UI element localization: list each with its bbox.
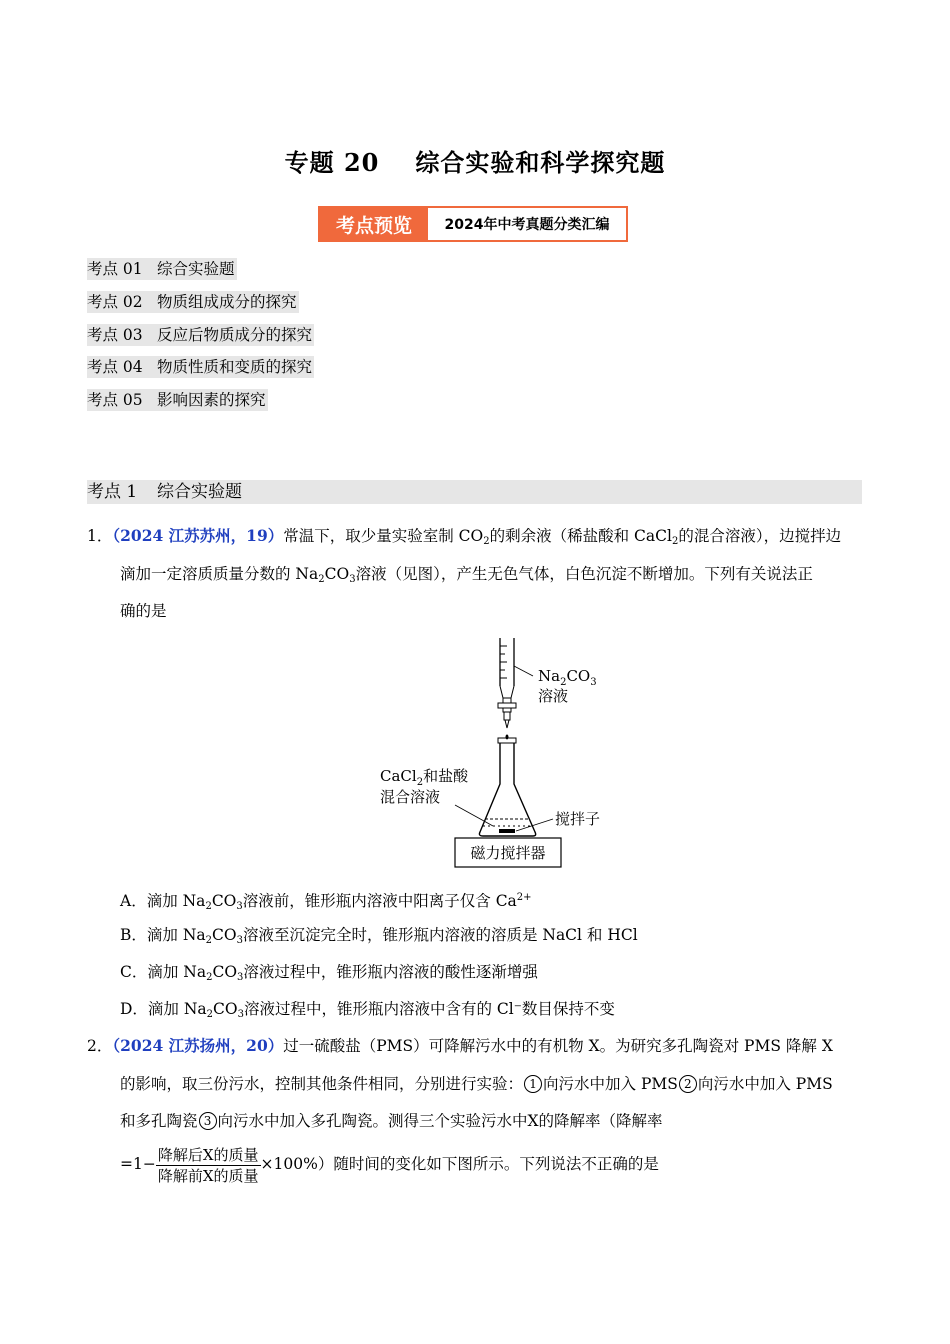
toc-label: 影响因素的探究 [157,391,266,409]
circled-number: 2 [679,1075,697,1093]
q1-line1: 1．（2024 江苏苏州，19）常温下，取少量实验室制 $CO_2$的剩余液（稀盐酸和 CaCl$_2$的混合溶液），边搅拌边 [87,526,842,547]
stirrer-label: 磁力搅拌器 [470,844,546,862]
section-num: 考点 1 [87,482,138,502]
toc-label: 综合实验题 [157,260,235,278]
reagent-label-bottom: 溶液 [538,687,569,705]
toc-item[interactable] [87,389,268,411]
degradation-formula: $\frac{\text{降解后X的质量}}{\text{降解前X的质量}}$ [157,1145,259,1185]
flask-label-2: 混合溶液 [380,788,441,806]
page-title [0,143,950,178]
q2-number: 2． [87,1037,113,1055]
banner-right: 2024年中考真题分类汇编 [444,217,610,233]
section-heading [87,480,862,504]
q1-option[interactable]: C．滴加 $Na_2CO_3$溶液过程中，锥形瓶内溶液的酸性逐渐增强 [120,963,538,983]
q1-text: 的剩余液（稀盐酸和 CaCl [489,527,672,545]
q2-line1 [87,1035,833,1057]
q2-line2: 的影响，取三份污水，控制其他条件相同，分别进行实验： 1 向污水中加入 PMS 2 向污水中加入 PMS [120,1075,833,1093]
q1-text: CO [324,565,350,583]
q1-text: 的混合溶液），边搅拌边 [678,527,842,545]
q1-text: 溶液（见图），产生无色气体，白色沉淀不断增加。下列有关说法正 [355,565,813,583]
circled-number: 3 [199,1112,217,1130]
toc-item[interactable] [87,356,314,378]
toc-label: 物质组成成分的探究 [157,293,297,311]
flask-label-1: CaCl$_2$和盐酸 [380,767,469,788]
toc-item[interactable] [87,258,237,280]
q1-number: 1． [87,527,113,545]
q2-line3: 和多孔陶瓷 3 向污水中加入多孔陶瓷。测得三个实验污水中X的降解率（降解率 [120,1112,663,1130]
toc-label: 反应后物质成分的探究 [157,326,313,344]
banner-left: 考点预览 [320,208,428,240]
q1-text: 常温下，取少量实验室制 CO [283,527,484,545]
preview-banner [318,206,628,242]
q1-option[interactable]: A．滴加 $Na_2CO_3$溶液前，锥形瓶内溶液中阳离子仅含 $Ca^{2+}$ [120,892,532,912]
section-label: 综合实验题 [157,482,242,502]
q1-option[interactable]: B．滴加 $Na_2CO_3$溶液至沉淀完全时，锥形瓶内溶液的溶质是 NaCl 和 HCl [120,926,638,946]
q2-source: （2024 江苏扬州，20） [112,1036,284,1055]
q1-text: 滴加一定溶质质量分数的 Na [120,565,319,583]
toc-num: 考点 05 [87,391,143,409]
toc-num: 考点 02 [87,293,143,311]
q2-text: 过一硫酸盐（PMS）可降解污水中的有机物 X。为研究多孔陶瓷对 PMS 降解 X [283,1037,833,1055]
toc-label: 物质性质和变质的探究 [157,358,313,376]
title-part1: 专题 20 [284,148,380,177]
stirbar-label: 搅拌子 [555,810,601,828]
toc-item[interactable] [87,291,299,313]
toc-num: 考点 04 [87,358,143,376]
q1-source: （2024 江苏苏州，19） [112,526,284,545]
toc-item[interactable] [87,324,314,346]
q1-line2: 滴加一定溶质质量分数的 $Na_2CO_3$溶液（见图），产生无色气体，白色沉淀不断增加。下列有关说法正 [120,565,813,585]
circled-number: 1 [524,1075,542,1093]
apparatus-figure [375,636,635,871]
q1-line3: 确的是 [120,602,167,620]
toc-num: 考点 01 [87,260,143,278]
q2-line4: =1− $\frac{\text{降解后X的质量}}{\text{降解前X的质量}}$ ×100%）随时间的变化如下图所示。下列说法不正确的是 [120,1145,659,1185]
q1-option[interactable]: D．滴加 $Na_2CO_3$溶液过程中，锥形瓶内溶液中含有的 Cl⁻数目保持不变 [120,1000,615,1020]
reagent-label-top: $Na_2CO_3$ [538,667,597,688]
title-part2: 综合实验和科学探究题 [415,148,666,177]
toc-num: 考点 03 [87,326,143,344]
